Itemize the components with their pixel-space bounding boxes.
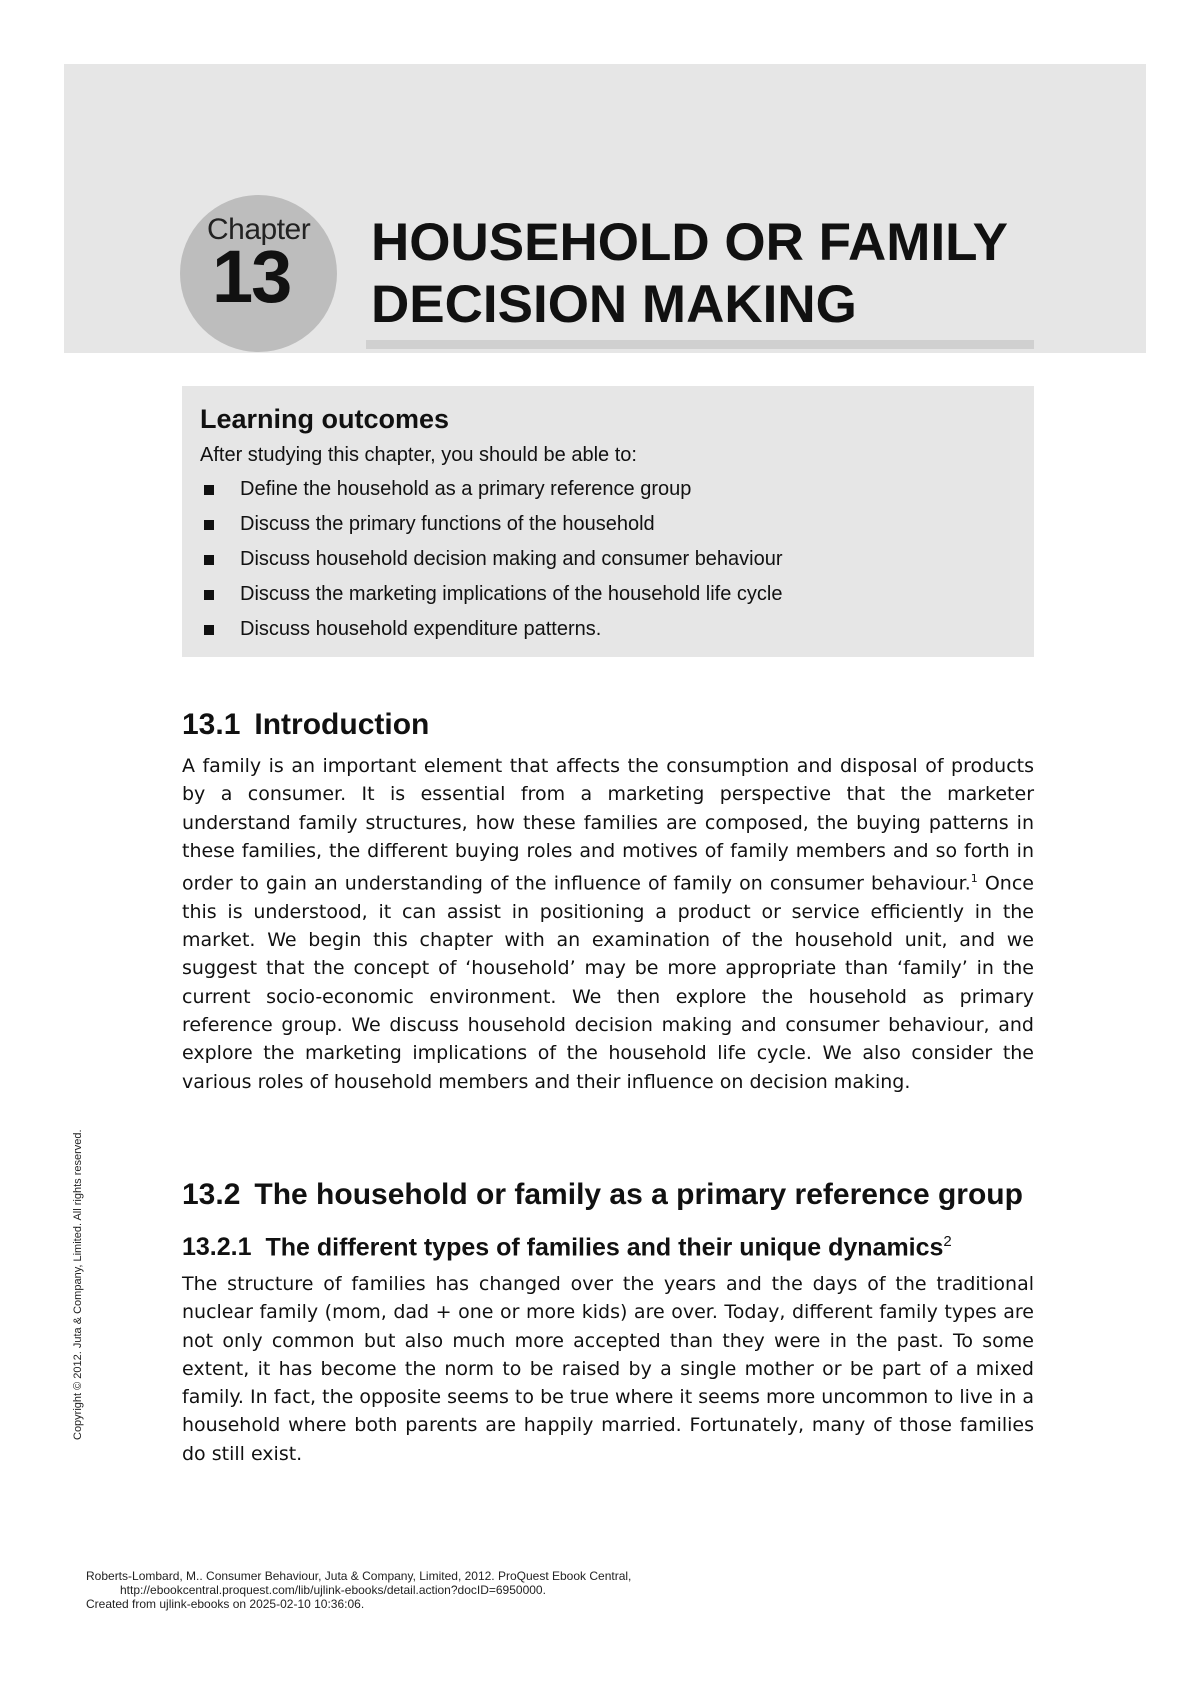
learning-outcomes-list	[200, 472, 1016, 647]
learning-outcomes-intro: After studying this chapter, you should be able to:	[200, 444, 637, 466]
section-13-1-heading	[182, 707, 429, 743]
chapter-title	[371, 212, 1008, 336]
section-number: 13.2	[182, 1178, 241, 1211]
list-item	[200, 507, 1016, 542]
chapter-title-line-2: DECISION MAKING	[371, 275, 857, 334]
list-item-text: Discuss the primary functions of the household	[240, 513, 655, 535]
square-bullet-icon	[204, 625, 214, 635]
section-title: The household or family as a primary reference group	[254, 1178, 1023, 1211]
paragraph-text: A family is an important element that affects the consumption and disposal of products by a consumer. It is essential from a marketing perspective that the marketer understand family structures, how these families are composed, the buying patterns in these families, the different buying roles and motives of family members and so forth in order to gain an understanding of the influence of family on consumer behaviour.	[182, 755, 1034, 895]
chapter-header-rule	[366, 340, 1034, 349]
copyright-notice: Copyright © 2012. Juta & Company, Limited. All rights reserved.	[72, 1129, 84, 1440]
section-13-2-1-heading	[182, 1226, 952, 1263]
section-13-2-1-paragraph: The structure of families has changed over the years and the days of the traditional nuclear family (mom, dad + one or more kids) are over. Today, different family types are not only common but also much more accepted than they were in the past. To some extent, it has become the norm to be raised by a single mother or be part of a mixed family. In fact, the opposite seems to be true where it seems more uncommon to live in a household where both parents are happily married. Fortunately, many of those families do still exist.	[182, 1273, 1034, 1465]
paragraph-text: Once this is understood, it can assist in positioning a product or service efficiently in the market. We begin this chapter with an examination of the household unit, and we suggest that the concept of ‘household’ may be more appropriate than ‘family’ in the current socio-economic environment. We then explore the household as primary reference group. We discuss household decision making and consumer behaviour, and explore the marketing implications of the household life cycle. We also consider the various roles of household members and their influence on decision making.	[182, 872, 1034, 1093]
square-bullet-icon	[204, 555, 214, 565]
chapter-title-line-1: HOUSEHOLD OR FAMILY	[371, 213, 1009, 272]
citation-footer	[86, 1569, 631, 1611]
chapter-number: 13	[212, 235, 291, 318]
square-bullet-icon	[204, 590, 214, 600]
section-title: Introduction	[254, 708, 430, 741]
footnote-ref: 2	[943, 1233, 952, 1250]
footer-line-3: Created from ujlink-ebooks on 2025-02-10 10:36:06.	[86, 1597, 365, 1611]
square-bullet-icon	[204, 485, 214, 495]
footer-link[interactable]: http://ebookcentral.proquest.com/lib/ujlink-ebooks/detail.action?docID=6950000.	[120, 1583, 546, 1597]
footnote-ref: 1	[970, 872, 978, 886]
square-bullet-icon	[204, 520, 214, 530]
section-number: 13.1	[182, 708, 241, 741]
section-number: 13.2.1	[182, 1233, 252, 1262]
list-item	[200, 542, 1016, 577]
section-13-2-heading	[182, 1177, 1023, 1213]
learning-outcomes-heading: Learning outcomes	[200, 404, 450, 434]
list-item-text: Define the household as a primary reference group	[240, 478, 692, 500]
list-item	[200, 577, 1016, 612]
list-item-text: Discuss household decision making and consumer behaviour	[240, 548, 783, 570]
chapter-label: Chapter	[207, 213, 311, 246]
list-item-text: Discuss household expenditure patterns.	[240, 618, 602, 640]
list-item	[200, 472, 1016, 507]
list-item	[200, 612, 1016, 647]
learning-outcomes-box	[182, 386, 1034, 657]
footer-line-1: Roberts-Lombard, M.. Consumer Behaviour, Juta & Company, Limited, 2012. ProQuest Ebook Central,	[86, 1569, 632, 1583]
list-item-text: Discuss the marketing implications of the household life cycle	[240, 583, 783, 605]
section-13-1-paragraph	[182, 752, 1034, 1096]
section-title: The different types of families and their unique dynamics	[265, 1233, 944, 1262]
